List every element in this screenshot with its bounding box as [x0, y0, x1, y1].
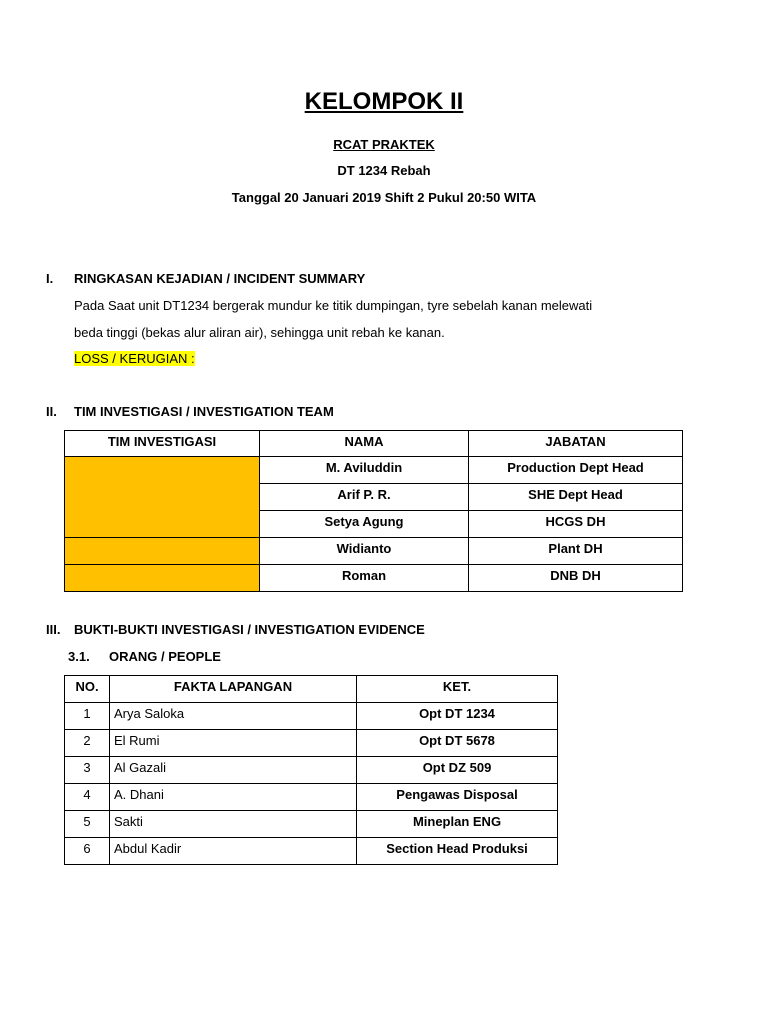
document-date-line: Tanggal 20 Januari 2019 Shift 2 Pukul 20:50 WITA — [231, 190, 537, 205]
column-header: FAKTA LAPANGAN — [110, 676, 357, 703]
ket-cell: Opt DT 5678 — [357, 730, 558, 757]
investigation-team-table — [64, 430, 683, 592]
document-unit: DT 1234 Rebah — [337, 163, 431, 178]
people-table — [64, 675, 558, 865]
nama-cell: Setya Agung — [260, 511, 469, 538]
table-row — [65, 730, 558, 757]
table-row — [65, 838, 558, 865]
ket-cell: Pengawas Disposal — [357, 784, 558, 811]
column-header: KET. — [357, 676, 558, 703]
section-2-title: TIM INVESTIGASI / INVESTIGATION TEAM — [74, 404, 334, 419]
table-row — [65, 811, 558, 838]
loss-line — [74, 351, 724, 366]
no-cell: 1 — [65, 703, 110, 730]
tim-investigasi-cell — [65, 457, 260, 538]
nama-cell: Widianto — [260, 538, 469, 565]
section-2-number: II. — [46, 404, 57, 419]
tim-investigasi-cell — [65, 538, 260, 565]
nama-cell: Arif P. R. — [260, 484, 469, 511]
table-row — [65, 565, 683, 592]
table-row — [65, 457, 683, 484]
document-subtitle: RCAT PRAKTEK — [333, 137, 435, 152]
document-title: KELOMPOK II — [304, 88, 464, 115]
jabatan-cell: Production Dept Head — [469, 457, 683, 484]
column-header: JABATAN — [469, 431, 683, 457]
section-3-title: BUKTI-BUKTI INVESTIGASI / INVESTIGATION EVIDENCE — [74, 622, 425, 637]
no-cell: 3 — [65, 757, 110, 784]
section-3-1-title: ORANG / PEOPLE — [109, 649, 221, 664]
table-row — [65, 784, 558, 811]
section-1-number: I. — [46, 271, 54, 286]
table-row — [65, 757, 558, 784]
table-header-row — [65, 431, 683, 457]
fakta-cell: Sakti — [110, 811, 357, 838]
column-header: NAMA — [260, 431, 469, 457]
section-1-title: RINGKASAN KEJADIAN / INCIDENT SUMMARY — [74, 271, 366, 286]
table-header-row — [65, 676, 558, 703]
section-3-heading — [46, 622, 425, 637]
fakta-cell: Abdul Kadir — [110, 838, 357, 865]
loss-label: LOSS / KERUGIAN : — [74, 351, 195, 366]
table-row — [65, 538, 683, 565]
ket-cell: Mineplan ENG — [357, 811, 558, 838]
nama-cell: Roman — [260, 565, 469, 592]
jabatan-cell: DNB DH — [469, 565, 683, 592]
no-cell: 6 — [65, 838, 110, 865]
ket-cell: Opt DZ 509 — [357, 757, 558, 784]
column-header: TIM INVESTIGASI — [65, 431, 260, 457]
jabatan-cell: HCGS DH — [469, 511, 683, 538]
summary-line-1: Pada Saat unit DT1234 bergerak mundur ke titik dumpingan, tyre sebelah kanan melewati — [74, 298, 593, 313]
column-header: NO. — [65, 676, 110, 703]
section-3-number: III. — [46, 622, 61, 637]
jabatan-cell: SHE Dept Head — [469, 484, 683, 511]
summary-line-2: beda tinggi (bekas alur aliran air), sehingga unit rebah ke kanan. — [74, 325, 445, 340]
fakta-cell: Al Gazali — [110, 757, 357, 784]
no-cell: 4 — [65, 784, 110, 811]
section-2-heading — [46, 404, 334, 419]
table-row — [65, 703, 558, 730]
section-3-1-number: 3.1. — [68, 649, 90, 664]
tim-investigasi-cell — [65, 565, 260, 592]
fakta-cell: Arya Saloka — [110, 703, 357, 730]
ket-cell: Section Head Produksi — [357, 838, 558, 865]
fakta-cell: El Rumi — [110, 730, 357, 757]
jabatan-cell: Plant DH — [469, 538, 683, 565]
fakta-cell: A. Dhani — [110, 784, 357, 811]
section-1-heading — [46, 271, 365, 286]
no-cell: 5 — [65, 811, 110, 838]
no-cell: 2 — [65, 730, 110, 757]
section-3-1-heading — [68, 649, 221, 664]
ket-cell: Opt DT 1234 — [357, 703, 558, 730]
nama-cell: M. Aviluddin — [260, 457, 469, 484]
